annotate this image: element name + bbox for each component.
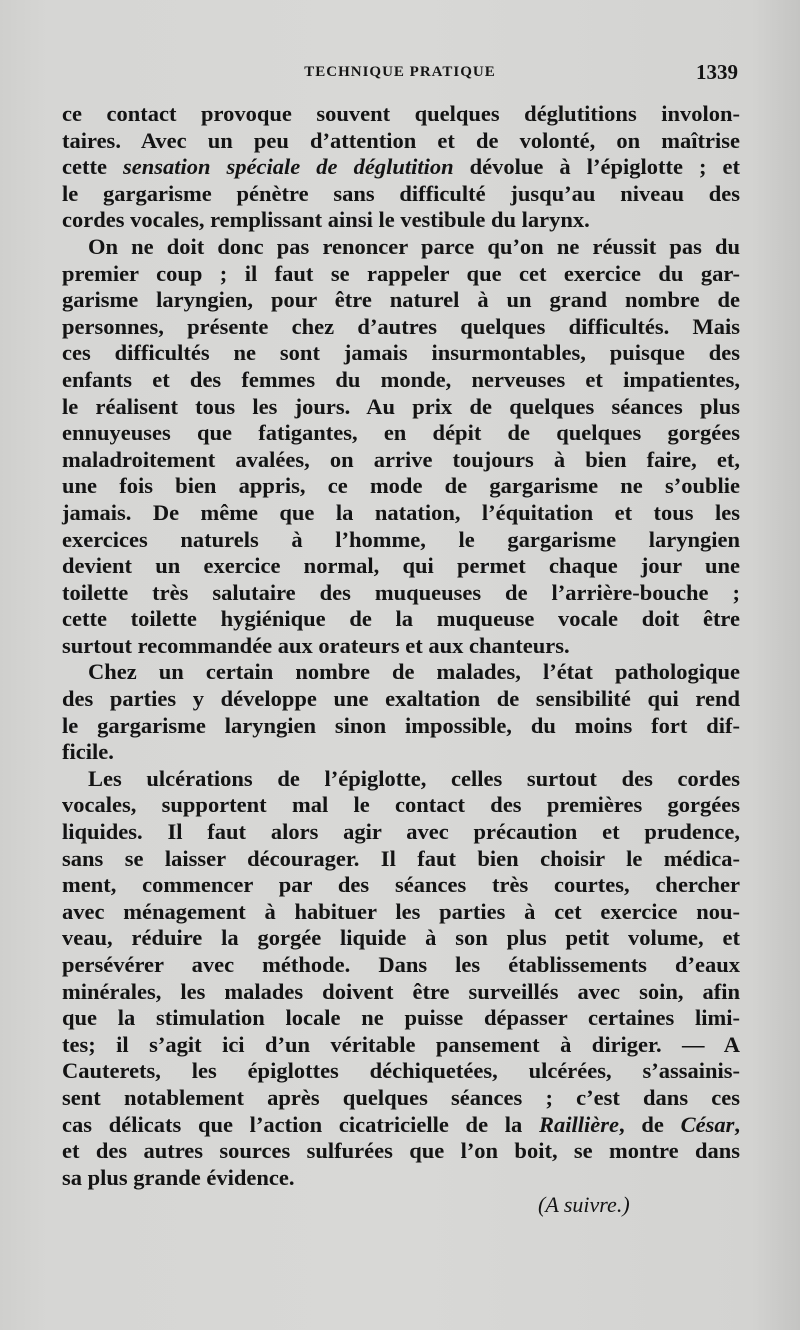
text-line: sa plus grande évidence. [62,1164,295,1190]
text-line [62,154,740,181]
italic-phrase: César [680,1111,735,1137]
text-line: et des autres sources sulfurées que l’on boit, se montre dans [62,1138,740,1164]
text-line: toilette très salutaire des muqueuses de l’arrière-bouche ; [62,579,740,605]
paragraph [62,234,740,660]
running-title: TECHNIQUE PRATIQUE [304,64,496,80]
text-line: tes; il s’agit ici d’un véritable pansement à diriger. — A [62,1031,740,1057]
text-line: que la stimulation locale ne puisse dépasser certaines limi- [62,1005,740,1031]
text-line: enfants et des femmes du monde, nerveuses et impatientes, [62,366,740,392]
text-line: le gargarisme pénètre sans difficulté jusqu’au niveau des [62,180,740,206]
text-line: Les ulcérations de l’épiglotte, celles surtout des cordes [88,765,740,791]
text-line: une fois bien appris, ce mode de gargarisme ne s’oublie [62,473,740,499]
text-line: Cauterets, les épiglottes déchiquetées, ulcérées, s’assainis- [62,1058,740,1084]
text-line: ficile. [62,739,114,765]
text-line: le gargarisme laryngien sinon impossible, du moins fort dif- [62,712,740,738]
text-line: jamais. De même que la natation, l’équitation et tous les [62,499,740,525]
paragraph [62,659,740,765]
text-segment: cas délicats que l’action cicatricielle de la [62,1111,540,1137]
text-line: ce contact provoque souvent quelques déglutitions involon- [62,101,740,126]
text-line: cette toilette hygiénique de la muqueuse vocale doit être [62,606,740,632]
text-line: surtout recommandée aux orateurs et aux chanteurs. [62,632,570,658]
text-line: devient un exercice normal, qui permet chaque jour une [62,553,740,579]
text-line: le réalisent tous les jours. Au prix de quelques séances plus [62,393,740,419]
text-line: veau, réduire la gorgée liquide à son plus petit volume, et [62,925,740,951]
text-line: sent notablement après quelques séances ; c’est dans ces [62,1084,740,1110]
text-line: On ne doit donc pas renoncer parce qu’on ne réussit pas du [88,233,740,259]
continuation-note: (A suivre.) [538,1192,630,1217]
text-line: vocales, supportent mal le contact des premières gorgées [62,792,740,818]
text-line: des parties y développe une exaltation de sensibilité qui rend [62,686,740,712]
text-line: taires. Avec un peu d’attention et de volonté, on maîtrise [62,127,740,153]
text-segment: , [734,1111,741,1137]
text-line: personnes, présente chez d’autres quelques difficultés. Mais [62,313,740,339]
text-line: ment, commencer par des séances très courtes, chercher [62,872,740,898]
text-line: Chez un certain nombre de malades, l’état pathologique [88,659,740,685]
page-number: 1339 [696,60,738,84]
text-line: minérales, les malades doivent être surveillés avec soin, afin [62,978,740,1004]
paragraph [62,766,740,1192]
text-line: premier coup ; il faut se rappeler que cet exercice du gar- [62,260,740,286]
text-segment: cette [62,154,123,180]
text-line: exercices naturels à l’homme, le gargarisme laryngien [62,526,740,552]
text-line: cordes vocales, remplissant ainsi le vestibule du larynx. [62,207,590,233]
text-line: ennuyeuses que fatigantes, en dépit de quelques gorgées [62,420,740,446]
text-line: avec ménagement à habituer les parties à cet exercice nou- [62,898,740,924]
text-segment: , de [619,1111,681,1137]
paragraph [62,101,740,234]
body-text [62,101,740,1191]
text-line [62,1112,740,1139]
text-line: persévérer avec méthode. Dans les établissements d’eaux [62,952,740,977]
text-line: sans se laisser décourager. Il faut bien choisir le médica- [62,845,740,871]
text-segment: dévolue à l’épiglotte ; et [453,154,740,180]
running-head [62,58,738,86]
text-line: maladroitement avalées, on arrive toujours à bien faire, et, [62,446,740,472]
text-line: ces difficultés ne sont jamais insurmontables, puisque des [62,340,740,366]
text-line: garisme laryngien, pour être naturel à un grand nombre de [62,287,740,313]
italic-phrase: Raillière [539,1111,620,1137]
text-line: liquides. Il faut alors agir avec précaution et prudence, [62,819,740,845]
italic-phrase: sensation spéciale de déglutition [122,154,454,180]
